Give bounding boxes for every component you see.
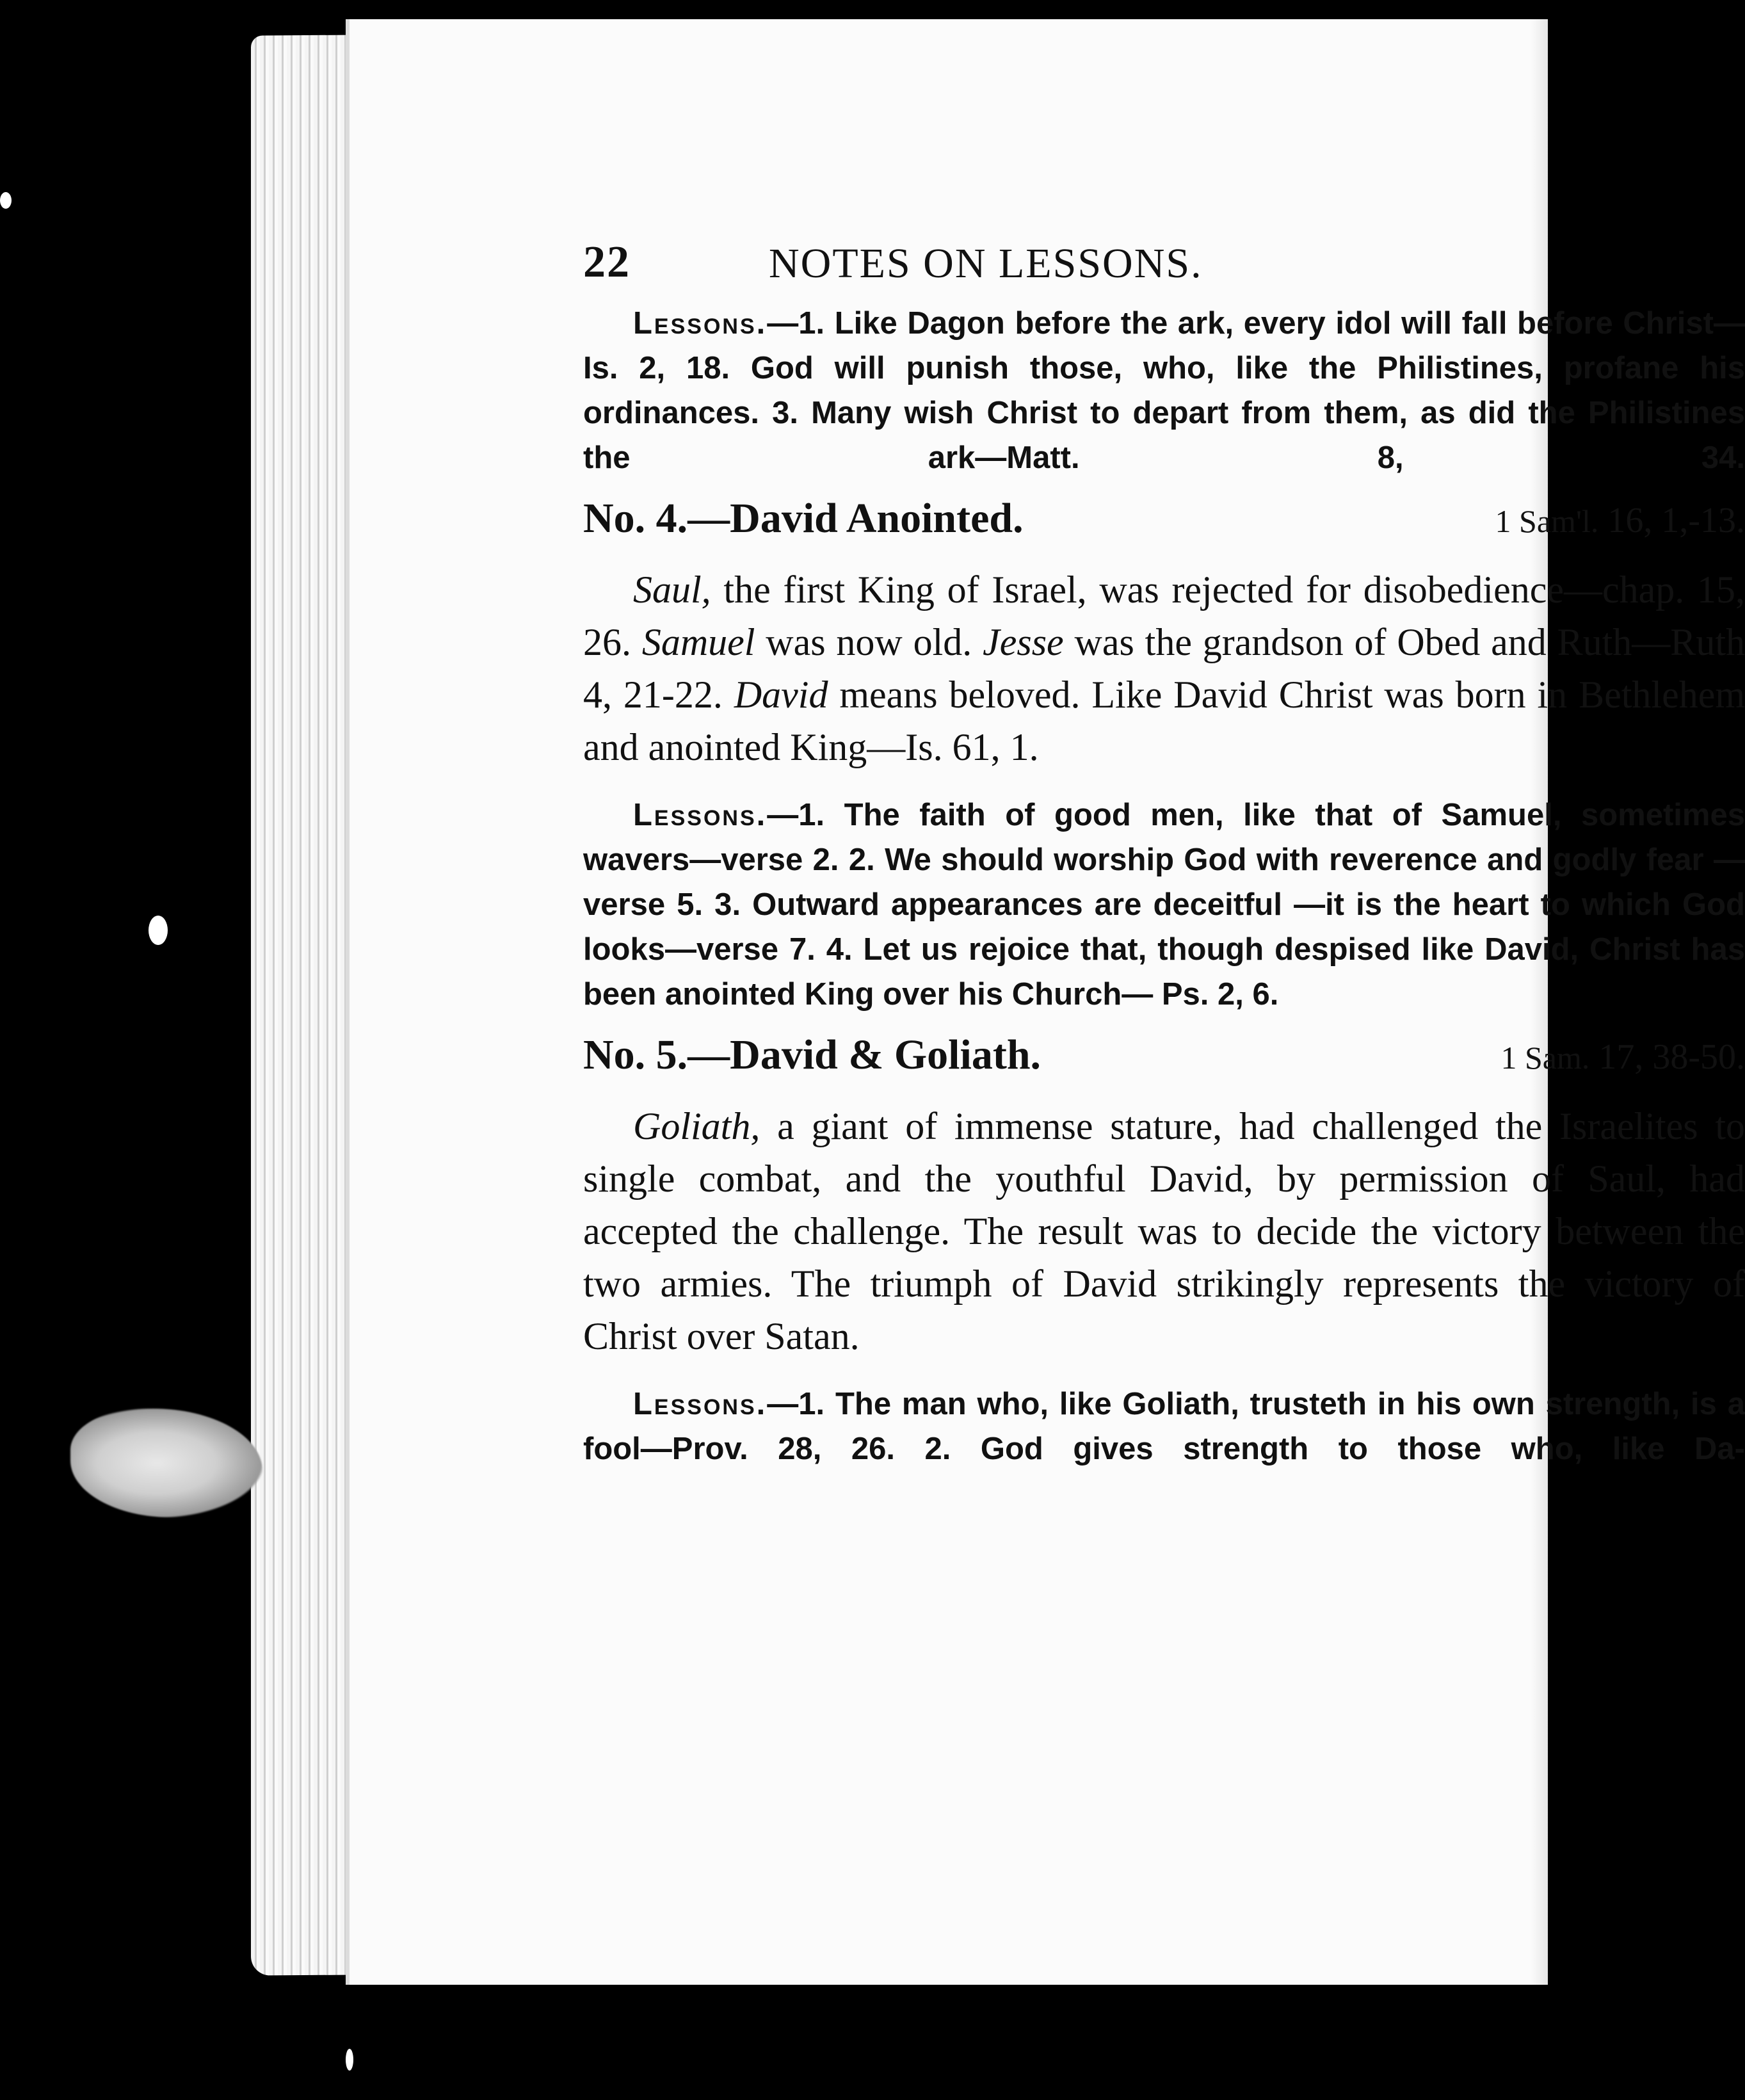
heading-title: No. 5.—David & Goliath.	[583, 1031, 1041, 1078]
body-text: was now old.	[755, 621, 983, 663]
body-text: was the grandson of Obed and Ruth—Ruth 4, 21-22.	[583, 621, 1745, 716]
body-text: means beloved. Like David Christ was born in Bethlehem and anointed King—Is. 61, 1.	[583, 674, 1745, 768]
lessons-label: Lessons.	[633, 798, 768, 832]
page-content	[583, 230, 1745, 1484]
scan-smudge	[70, 1409, 262, 1517]
lessons-label: Lessons.	[633, 306, 768, 341]
italic-name: Samuel	[641, 621, 755, 663]
body-text: a giant of immense stature, had challenged the Israelites to single combat, and the youthful David, by permission of Saul, had accepted the challenge. The result was to decide the victory between the two armies. The triumph of David strikingly represents the victory of Christ over Satan.	[583, 1105, 1745, 1357]
scan-speck	[346, 2049, 353, 2071]
italic-name: David	[734, 674, 828, 716]
scan-speck	[0, 192, 12, 209]
book-page	[346, 19, 1745, 1985]
lessons-label: Lessons.	[633, 1387, 768, 1421]
lessons-paragraph	[583, 301, 1745, 480]
italic-name: Goliath,	[633, 1105, 760, 1147]
heading-reference	[1500, 1031, 1745, 1083]
body-paragraph	[583, 563, 1745, 773]
section-heading	[583, 493, 1745, 547]
italic-name: Saul,	[633, 569, 711, 611]
heading-title: No. 4.—David Anointed.	[583, 495, 1024, 542]
scan-speck	[149, 916, 168, 945]
lessons-text: —1. The man who, like Goliath, trusteth in his own strength, is a fool—Prov. 28, 26. 2. God gives strength to those who, like Da-	[583, 1387, 1745, 1466]
heading-reference	[1495, 495, 1745, 547]
section-heading	[583, 1030, 1745, 1083]
body-text: the first King of Israel, was rejected for disobedience—chap. 15, 26.	[583, 569, 1745, 663]
reference-verses: 16, 1,-13.	[1598, 501, 1745, 540]
lessons-paragraph	[583, 793, 1745, 1017]
italic-name: Jesse	[983, 621, 1064, 663]
running-title: NOTES ON LESSONS.	[769, 240, 1203, 287]
running-head	[583, 230, 1745, 301]
lessons-text: —1. The faith of good men, like that of Samuel, sometimes wavers—verse 2. 2. We should worship God with reverence and godly fear —verse 5. 3. Outward appearances are deceitful —it is the heart to which God looks—verse 7. 4. Let us rejoice that, though despised like David, Christ has been anointed King over his Church— Ps. 2, 6.	[583, 798, 1745, 1012]
reference-book: 1 Sam.	[1500, 1040, 1590, 1076]
reference-book: 1 Sam'l.	[1495, 503, 1599, 539]
page-number: 22	[583, 238, 631, 287]
reference-verses: 17, 38-50.	[1589, 1037, 1745, 1077]
body-paragraph	[583, 1100, 1745, 1362]
lessons-text: —1. Like Dagon before the ark, every idol will fall before Christ—Is. 2, 18. God will punish those, who, like the Philistines, profane his ordinances. 3. Many wish Christ to depart from them, as did the Philistines the ark—Matt. 8, 34.	[583, 306, 1745, 475]
lessons-paragraph	[583, 1382, 1745, 1471]
